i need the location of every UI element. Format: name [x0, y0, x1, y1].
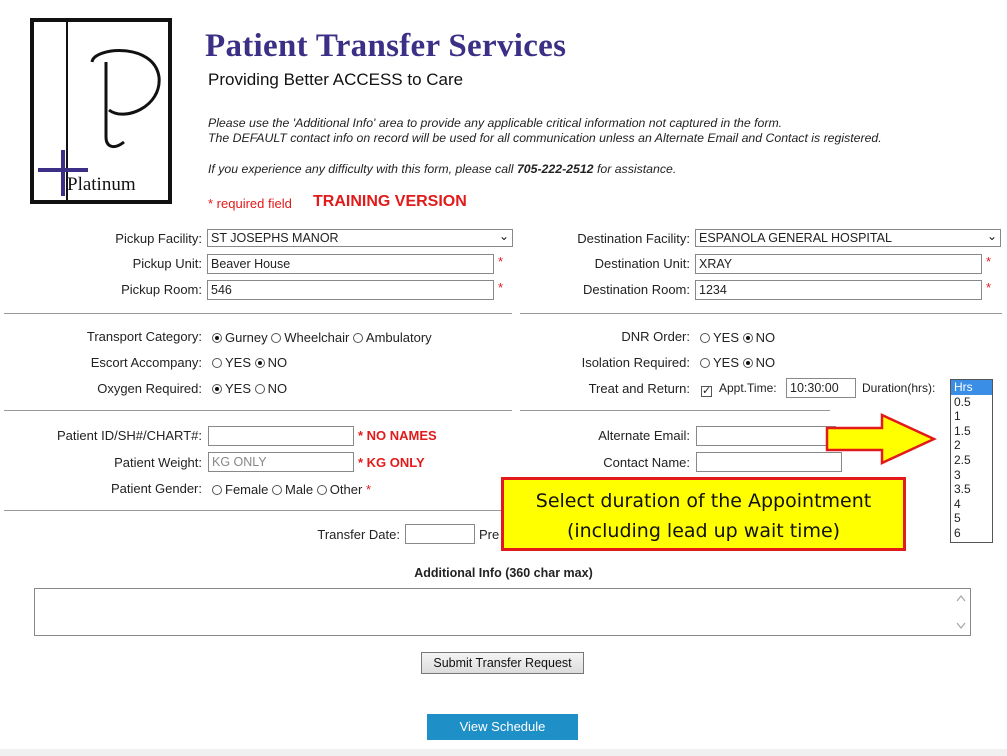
info-line-3 — [208, 162, 676, 176]
required-star: * — [365, 482, 371, 497]
duration-option[interactable]: Hrs — [951, 380, 992, 395]
treat-return-checkbox[interactable]: ✓ — [702, 385, 712, 397]
yes-label: YES — [225, 355, 252, 370]
radio-icon — [353, 333, 363, 343]
page-title: Patient Transfer Services — [205, 28, 567, 64]
no-label: NO — [267, 381, 288, 396]
submit-transfer-button[interactable]: Submit Transfer Request — [421, 652, 584, 674]
dnr-group — [700, 330, 775, 345]
section-divider — [520, 313, 1002, 314]
duration-dropdown-list[interactable] — [950, 379, 993, 543]
yes-label: YES — [713, 355, 740, 370]
yes-label: YES — [713, 330, 740, 345]
duration-option[interactable]: 3 — [954, 467, 961, 482]
pickup-facility-select[interactable] — [207, 229, 513, 247]
callout-line-2: (including lead up wait time) — [566, 520, 841, 542]
dnr-no-radio[interactable] — [743, 330, 776, 345]
duration-option[interactable]: 1 — [954, 409, 961, 424]
no-label: NO — [755, 355, 776, 370]
pickup-facility-label: Pickup Facility: — [115, 231, 202, 246]
section-divider — [4, 313, 512, 314]
destination-facility-select[interactable] — [695, 229, 1001, 247]
pickup-unit-input[interactable]: Beaver House — [207, 254, 494, 274]
contact-name-input[interactable] — [696, 452, 842, 472]
page-subtitle: Providing Better ACCESS to Care — [208, 70, 464, 89]
male-radio[interactable] — [272, 482, 313, 497]
duration-option[interactable]: 2 — [954, 438, 961, 453]
radio-icon — [317, 485, 327, 495]
contact-name-label: Contact Name: — [603, 455, 690, 470]
radio-selected-icon — [743, 358, 753, 368]
duration-option[interactable]: 3.5 — [954, 482, 971, 497]
transport-category-group — [212, 330, 432, 345]
pickup-unit-label: Pickup Unit: — [132, 256, 202, 271]
additional-info-label: Additional Info (360 char max) — [414, 566, 593, 580]
platinum-logo — [30, 18, 172, 204]
duration-option[interactable]: 6 — [954, 525, 961, 540]
gurney-radio[interactable] — [212, 330, 268, 345]
no-label: NO — [267, 355, 288, 370]
destination-facility-value: ESPANOLA GENERAL HOSPITAL — [699, 231, 892, 245]
pickup-room-label: Pickup Room: — [121, 282, 202, 297]
info-line-3-end: for assistance. — [593, 162, 677, 176]
info-line-3-text: If you experience any difficulty with this form, please call — [208, 162, 517, 176]
ambulatory-label: Ambulatory — [365, 330, 432, 345]
radio-icon — [700, 358, 710, 368]
ambulatory-radio[interactable] — [353, 330, 432, 345]
radio-selected-icon — [255, 358, 265, 368]
logo-text: Platinum — [67, 174, 136, 195]
appt-time-label: Appt.Time: — [719, 381, 777, 395]
duration-option[interactable]: 5 — [954, 511, 961, 526]
duration-option[interactable]: 2.5 — [954, 452, 971, 467]
treat-return-label: Treat and Return: — [588, 381, 690, 396]
required-star: * — [498, 280, 504, 295]
escort-label: Escort Accompany: — [90, 355, 202, 370]
pickup-facility-value: ST JOSEPHS MANOR — [211, 231, 339, 245]
yes-label: YES — [225, 381, 252, 396]
pickup-room-input[interactable]: 546 — [207, 280, 494, 300]
destination-room-label: Destination Room: — [583, 282, 690, 297]
kg-only-note: * KG ONLY — [358, 455, 425, 470]
isolation-label: Isolation Required: — [581, 355, 690, 370]
female-radio[interactable] — [212, 482, 268, 497]
oxygen-yes-radio[interactable] — [212, 381, 251, 396]
additional-info-textarea[interactable] — [34, 588, 971, 636]
female-label: Female — [225, 482, 269, 497]
patient-weight-input[interactable]: KG ONLY — [208, 452, 354, 472]
radio-icon — [700, 333, 710, 343]
duration-option[interactable]: 1.5 — [954, 423, 971, 438]
training-version-label: TRAINING VERSION — [313, 193, 467, 210]
transport-category-label: Transport Category: — [86, 329, 202, 344]
destination-facility-label: Destination Facility: — [577, 231, 690, 246]
callout-box — [501, 477, 906, 551]
gurney-label: Gurney — [225, 330, 268, 345]
scrollbar-arrows-icon[interactable] — [956, 593, 966, 633]
radio-icon — [255, 384, 265, 394]
radio-selected-icon — [743, 333, 753, 343]
wheelchair-label: Wheelchair — [284, 330, 350, 345]
preferred-time-label: Pre — [479, 527, 500, 542]
oxygen-label: Oxygen Required: — [97, 381, 202, 396]
info-line-2: The DEFAULT contact info on record will be used for all communication unless an Alternate Email and Contact is registered. — [208, 131, 882, 145]
radio-icon — [271, 333, 281, 343]
info-line-1: Please use the 'Additional Info' area to provide any applicable critical information not captured in the form. — [208, 116, 783, 130]
alternate-email-label: Alternate Email: — [598, 428, 690, 443]
other-label: Other — [329, 482, 363, 497]
patient-gender-label: Patient Gender: — [110, 481, 202, 496]
radio-icon — [212, 358, 222, 368]
escort-no-radio[interactable] — [255, 355, 288, 370]
support-phone: 705-222-2512 — [516, 162, 594, 176]
chevron-down-icon: ⌄ — [986, 229, 997, 243]
callout-line-1: Select duration of the Appointment — [535, 490, 872, 512]
section-divider — [520, 410, 830, 411]
isolation-yes-radio[interactable] — [700, 355, 739, 370]
wheelchair-radio[interactable] — [271, 330, 349, 345]
footer-strip — [0, 749, 1007, 756]
radio-icon — [272, 485, 282, 495]
destination-unit-input[interactable]: XRAY — [695, 254, 982, 274]
patient-id-input[interactable] — [208, 426, 354, 446]
dnr-yes-radio[interactable] — [700, 330, 739, 345]
required-field-note: * required field — [208, 196, 292, 211]
required-star: * — [986, 254, 992, 269]
other-radio[interactable] — [317, 482, 363, 497]
isolation-no-radio[interactable] — [743, 355, 776, 370]
duration-option[interactable]: 4 — [954, 496, 961, 511]
destination-unit-label: Destination Unit: — [594, 256, 690, 271]
arrow-right-icon — [824, 412, 938, 466]
dnr-label: DNR Order: — [621, 329, 690, 344]
no-names-note: * NO NAMES — [358, 428, 437, 443]
transfer-date-input[interactable] — [405, 524, 475, 544]
escort-group — [212, 355, 287, 370]
patient-weight-label: Patient Weight: — [114, 455, 202, 470]
duration-label: Duration(hrs): — [862, 381, 936, 395]
isolation-group — [700, 355, 775, 370]
required-star: * — [498, 254, 504, 269]
section-divider — [4, 510, 512, 511]
view-schedule-button[interactable]: View Schedule — [427, 714, 578, 740]
appt-time-input[interactable]: 10:30:00 — [786, 378, 856, 398]
radio-icon — [212, 485, 222, 495]
alternate-email-input[interactable] — [696, 426, 836, 446]
destination-room-input[interactable]: 1234 — [695, 280, 982, 300]
radio-selected-icon — [212, 333, 222, 343]
male-label: Male — [284, 482, 314, 497]
no-label: NO — [755, 330, 776, 345]
oxygen-group — [212, 381, 287, 396]
chevron-down-icon: ⌄ — [498, 229, 509, 243]
oxygen-no-radio[interactable] — [255, 381, 288, 396]
gender-group — [212, 482, 371, 497]
duration-option[interactable]: 0.5 — [954, 394, 971, 409]
required-star: * — [986, 280, 992, 295]
radio-selected-icon — [212, 384, 222, 394]
patient-id-label: Patient ID/SH#/CHART#: — [57, 428, 202, 443]
transfer-date-label: Transfer Date: — [317, 527, 400, 542]
section-divider — [4, 410, 512, 411]
escort-yes-radio[interactable] — [212, 355, 251, 370]
